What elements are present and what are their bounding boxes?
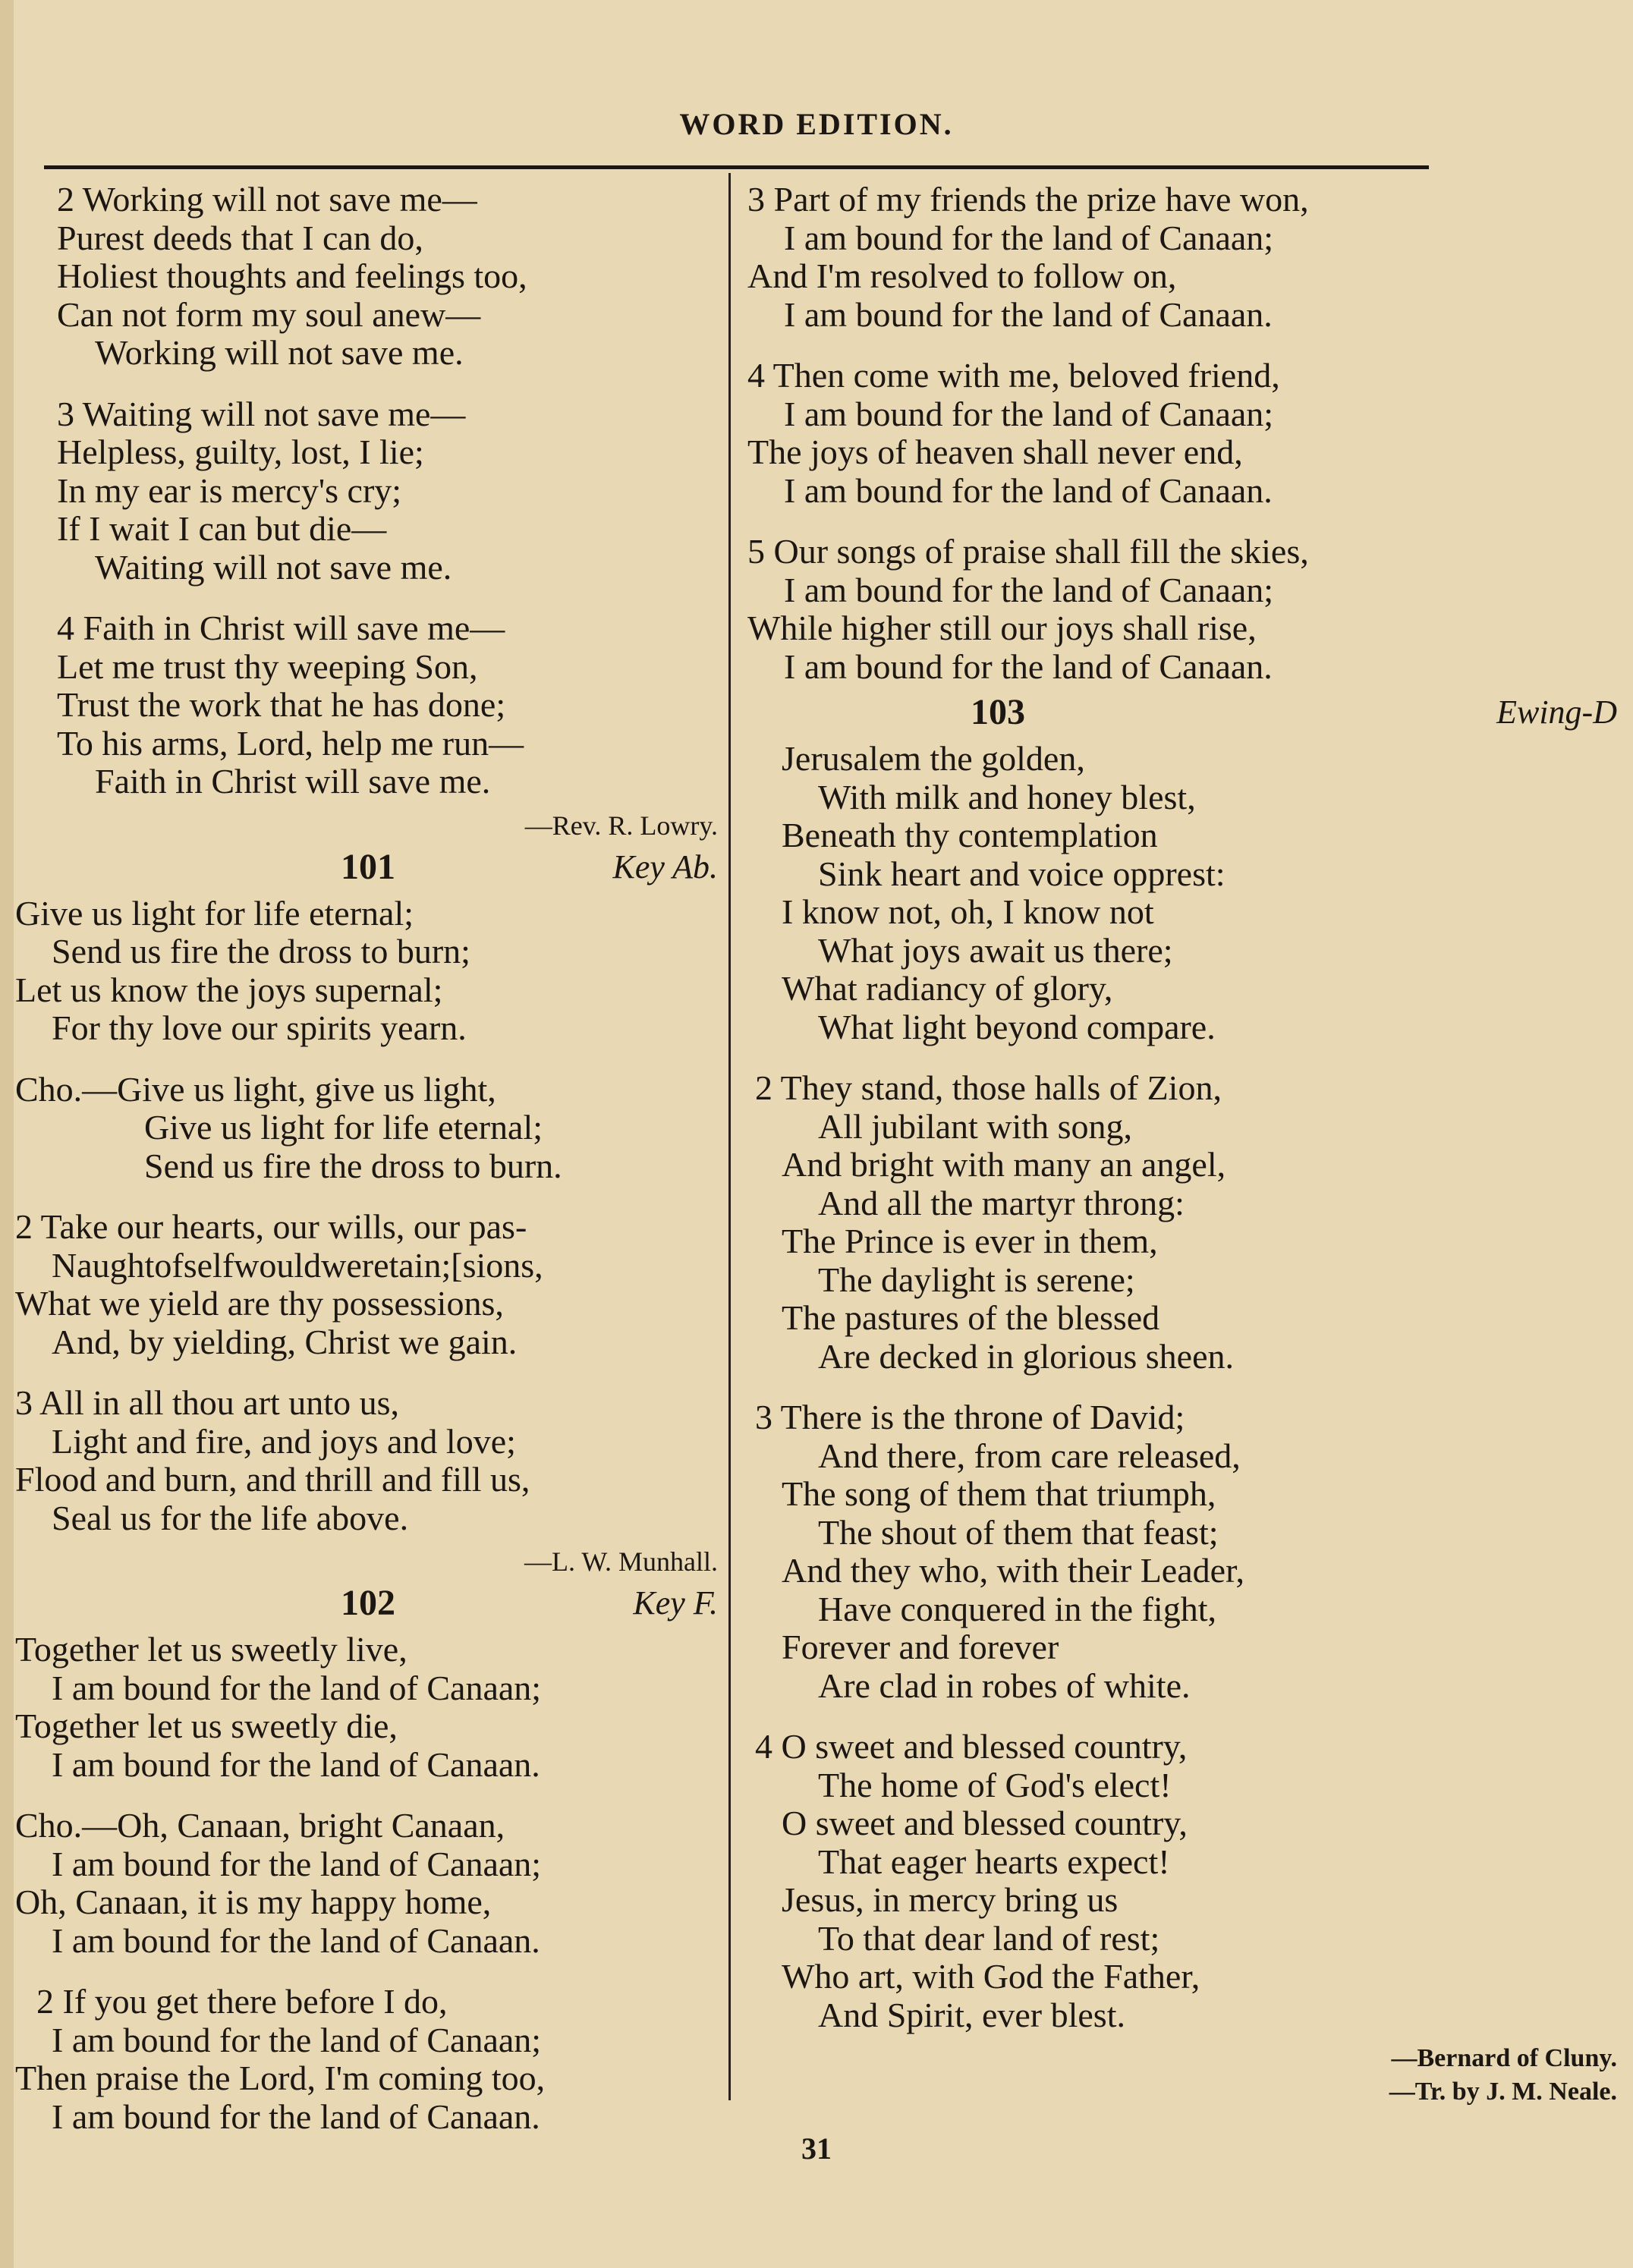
verse-line: And Spirit, ever blest.: [818, 1995, 1125, 2034]
verse-line: Trust the work that he has done;: [57, 685, 506, 724]
verse-line: Jerusalem the golden,: [782, 739, 1085, 778]
hymn-100-verse-3: [15, 395, 721, 587]
hymn-101-heading: [15, 848, 721, 890]
verse-line: 4 O sweet and blessed country,: [755, 1727, 1188, 1766]
verse-line: Seal us for the life above.: [52, 1498, 409, 1537]
verse-line: 3 Waiting will not save me—: [57, 394, 466, 433]
verse-line: To that dear land of rest;: [818, 1918, 1160, 1958]
hymn-103-translator: —Tr. by J. M. Neale.: [1389, 2078, 1617, 2106]
verse-line: The daylight is serene;: [818, 1260, 1135, 1299]
verse-line: Helpless, guilty, lost, I lie;: [57, 433, 424, 471]
verse-line: Send us fire the dross to burn;: [52, 932, 470, 970]
page-number: 31: [801, 2131, 832, 2166]
hymn-number: 101: [341, 846, 395, 887]
verse-line: The Prince is ever in them,: [782, 1222, 1158, 1260]
verse-line: 5 Our songs of praise shall fill the skies,: [747, 532, 1309, 571]
verse-line: I am bound for the land of Canaan;: [52, 2020, 542, 2059]
hymn-102-verse-3: [747, 181, 1620, 334]
hymn-103-verse-3: [747, 1398, 1620, 1705]
verse-line: 2 If you get there before I do,: [36, 1982, 448, 2021]
verse-line: Have conquered in the fight,: [818, 1589, 1216, 1628]
verse-line: Light and fire, and joys and love;: [52, 1421, 516, 1461]
verse-line: I am bound for the land of Canaan.: [784, 470, 1273, 510]
verse-line: Beneath thy contemplation: [782, 816, 1158, 854]
verse-line: 4 Faith in Christ will save me—: [57, 609, 505, 647]
verse-line: The pastures of the blessed: [782, 1298, 1160, 1337]
verse-line: I am bound for the land of Canaan;: [784, 570, 1274, 609]
hymn-101-verse-1: [15, 895, 721, 1048]
chorus-line: I am bound for the land of Canaan;: [52, 1844, 542, 1883]
verse-line: All jubilant with song,: [818, 1106, 1132, 1146]
hymn-number: 102: [341, 1583, 395, 1623]
hymn-number: 103: [971, 692, 1025, 732]
verse-line: I know not, oh, I know not: [782, 892, 1154, 931]
verse-line: Faith in Christ will save me.: [95, 762, 491, 801]
verse-line: O sweet and blessed country,: [782, 1804, 1188, 1842]
chorus-line: I am bound for the land of Canaan.: [52, 1920, 540, 1960]
right-column: [747, 181, 1620, 2109]
verse-line: That eager hearts expect!: [818, 1842, 1170, 1881]
hymn-key: Ewing-D: [1496, 694, 1617, 731]
hymn-101-credit: —L. W. Munhall.: [524, 1546, 718, 1577]
verse-line: Purest deeds that I can do,: [57, 218, 423, 257]
verse-line: I am bound for the land of Canaan.: [784, 294, 1273, 334]
running-header: WORD EDITION.: [679, 107, 954, 141]
verse-line: I am bound for the land of Canaan;: [784, 394, 1274, 433]
verse-line: With milk and honey blest,: [818, 777, 1196, 816]
verse-line: 3 All in all thou art unto us,: [15, 1383, 399, 1422]
verse-line: Are clad in robes of white.: [818, 1666, 1191, 1705]
verse-line: Sink heart and voice opprest:: [818, 854, 1226, 893]
verse-line: 4 Then come with me, beloved friend,: [747, 356, 1280, 395]
verse-line: Let us know the joys supernal;: [15, 970, 443, 1009]
hymn-100-verse-4: [15, 609, 721, 801]
hymn-103-heading: [747, 694, 1620, 735]
verse-line: Together let us sweetly die,: [15, 1707, 398, 1745]
verse-line: And all the martyr throng:: [818, 1183, 1185, 1222]
verse-line: And there, from care released,: [818, 1436, 1241, 1475]
verse-line: I am bound for the land of Canaan.: [52, 1744, 540, 1784]
verse-line: Let me trust thy weeping Son,: [57, 646, 478, 686]
hymn-100-credit: —Rev. R. Lowry.: [524, 810, 718, 841]
hymn-key: Key Ab.: [612, 848, 718, 885]
header-rule: [44, 165, 1429, 169]
verse-line: Who art, with God the Father,: [782, 1957, 1200, 1996]
verse-line: What radiancy of glory,: [782, 969, 1113, 1008]
verse-line: What light beyond compare.: [818, 1007, 1216, 1046]
hymn-103-author: —Bernard of Cluny.: [1391, 2044, 1617, 2072]
hymn-101-chorus: [15, 1071, 721, 1186]
verse-line: 2 They stand, those halls of Zion,: [755, 1068, 1222, 1107]
verse-line: Can not form my soul anew—: [57, 294, 481, 334]
verse-line: Working will not save me.: [95, 333, 464, 372]
verse-line: Waiting will not save me.: [95, 547, 452, 587]
hymn-100-verse-2: [15, 181, 721, 373]
verse-line: What joys await us there;: [818, 930, 1173, 970]
verse-line: And bright with many an angel,: [782, 1145, 1226, 1184]
verse-line: What we yield are thy possessions,: [15, 1284, 504, 1323]
verse-line: 2 Working will not save me—: [57, 180, 477, 219]
verse-line: The home of God's elect!: [818, 1765, 1172, 1804]
verse-line: To his arms, Lord, help me run—: [57, 723, 524, 763]
verse-line: The shout of them that feast;: [818, 1512, 1219, 1552]
chorus-line: Oh, Canaan, it is my happy home,: [15, 1883, 492, 1921]
left-column: [15, 181, 721, 2159]
column-divider: [728, 173, 731, 2100]
page-edge: [0, 0, 14, 2268]
verse-line: Then praise the Lord, I'm coming too,: [15, 2059, 546, 2097]
chorus-line: Give us light for life eternal;: [144, 1108, 543, 1147]
hymn-102-verse-2: [15, 1983, 721, 2136]
verse-line: Give us light for life eternal;: [15, 893, 414, 933]
chorus-line: Cho.—Give us light, give us light,: [15, 1069, 496, 1109]
verse-line: I am bound for the land of Canaan.: [52, 2097, 540, 2136]
hymn-102-verse-4: [747, 357, 1620, 510]
verse-line: 3 Part of my friends the prize have won,: [747, 180, 1309, 219]
hymn-103-verse-1: [747, 740, 1620, 1046]
hymn-103-verse-2: [747, 1069, 1620, 1376]
verse-line: Are decked in glorious sheen.: [818, 1336, 1235, 1376]
hymn-key: Key F.: [633, 1584, 718, 1622]
hymn-102-chorus: [15, 1807, 721, 1960]
verse-line: 2 Take our hearts, our wills, our pas-: [15, 1207, 527, 1246]
hymn-101-verse-2: [15, 1208, 721, 1361]
verse-line: In my ear is mercy's cry;: [57, 470, 402, 510]
verse-line: I am bound for the land of Canaan;: [784, 218, 1274, 257]
verse-line: Flood and burn, and thrill and fill us,: [15, 1460, 530, 1499]
verse-line: And I'm resolved to follow on,: [747, 256, 1177, 295]
verse-line: For thy love our spirits yearn.: [52, 1008, 467, 1047]
hymn-102-verse-1: [15, 1631, 721, 1784]
verse-line: And, by yielding, Christ we gain.: [52, 1322, 518, 1361]
verse-line: The joys of heaven shall never end,: [747, 433, 1243, 471]
verse-line: The song of them that triumph,: [782, 1474, 1216, 1513]
chorus-line: Cho.—Oh, Canaan, bright Canaan,: [15, 1806, 505, 1845]
verse-line: Holiest thoughts and feelings too,: [57, 256, 527, 295]
verse-line: I am bound for the land of Canaan.: [784, 646, 1273, 686]
hymn-103-verse-4: [747, 1728, 1620, 2034]
verse-line: Naughtofselfwouldweretain;[sions,: [52, 1245, 543, 1285]
hymn-101-verse-3: [15, 1384, 721, 1537]
verse-line: Forever and forever: [782, 1628, 1059, 1666]
chorus-line: Send us fire the dross to burn.: [144, 1146, 562, 1185]
hymn-102-heading: [15, 1584, 721, 1626]
verse-line: And they who, with their Leader,: [782, 1551, 1245, 1590]
verse-line: If I wait I can but die—: [57, 509, 387, 548]
hymn-102-verse-5: [747, 533, 1620, 686]
verse-line: Together let us sweetly live,: [15, 1630, 407, 1669]
verse-line: Jesus, in mercy bring us: [782, 1880, 1119, 1919]
verse-line: 3 There is the throne of David;: [755, 1398, 1185, 1436]
verse-line: While higher still our joys shall rise,: [747, 609, 1257, 647]
verse-line: I am bound for the land of Canaan;: [52, 1668, 542, 1707]
